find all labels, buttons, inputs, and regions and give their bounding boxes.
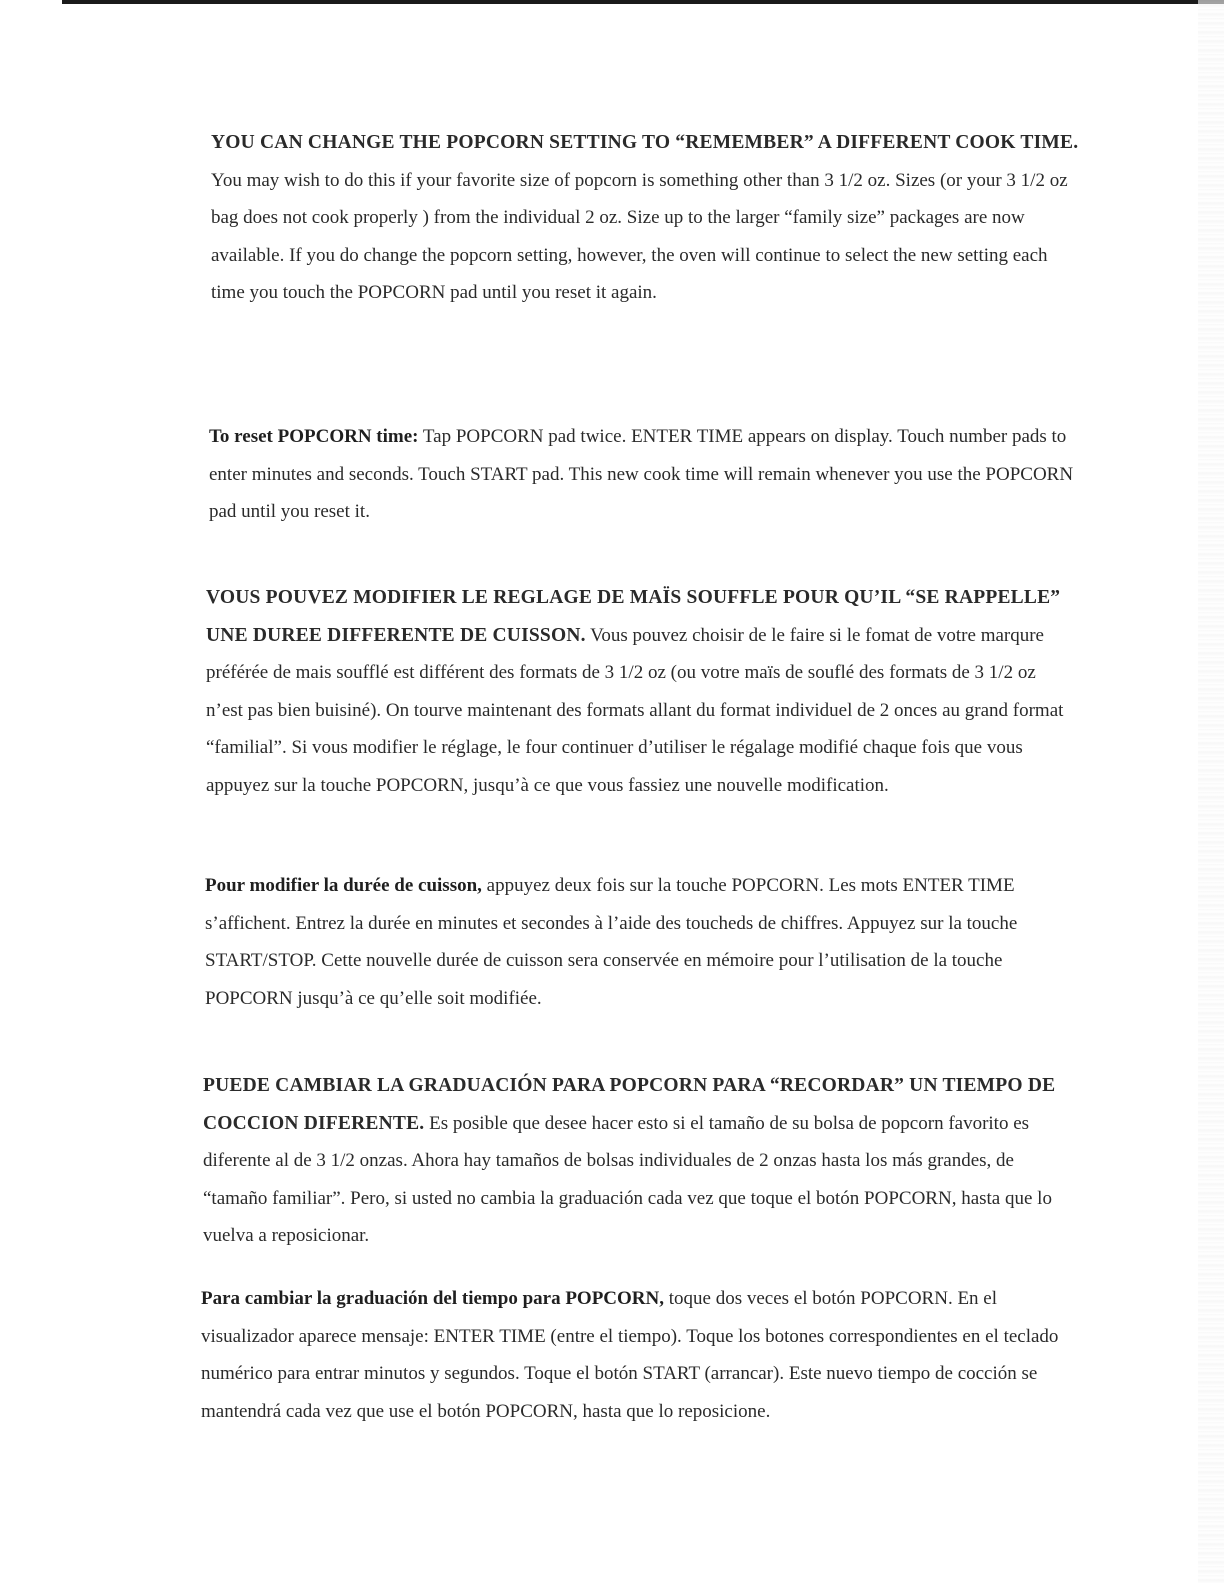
spanish-intro-paragraph	[203, 1067, 1073, 1255]
spanish-reset-paragraph	[201, 1280, 1071, 1430]
spanish-intro: Es posible que desee hacer esto si el tamaño de su bolsa de popcorn favorito es diferente al de 3 1/2 onzas. Ahora hay tamaños de bolsas individuales de 2 onzas hasta los más grandes, de “tamaño familiar”. Pero, si usted no cambia la graduación cada vez que toque el botón POPCORN, hasta que lo vuelva a reposicionar.	[203, 1112, 1052, 1246]
english-heading-section	[211, 124, 1081, 312]
french-intro-paragraph	[206, 579, 1076, 804]
top-rule	[62, 0, 1224, 4]
english-reset-paragraph	[209, 418, 1079, 531]
english-reset-section	[209, 418, 1079, 531]
french-reset-label: Pour modifier la durée de cuisson,	[205, 875, 482, 896]
spanish-heading: PUEDE CAMBIAR LA GRADUACIÓN PARA POPCORN PARA “RECORDAR” UN TIEMPO DE COCCION DIFERENTE.	[203, 1075, 1056, 1134]
scan-edge	[1198, 0, 1224, 1583]
french-intro: Vous pouvez choisir de le faire si le fomat de votre marqure préférée de mais soufflé est différent des formats de 3 1/2 oz (ou votre maïs de souflé des formats de 3 1/2 oz n’est pas bien buisiné). On tourve maintenant des formats allant du format individuel de 2 onces au grand format “familial”. Si vous modifier le réglage, le four continuer d’utiliser le régalage modifié chaque fois que vous appuyez sur la touche POPCORN, jusqu’à ce que vous fassiez une nouvelle modification.	[206, 624, 1064, 796]
spanish-reset-text: toque dos veces el botón POPCORN. En el visualizador aparece mensaje: ENTER TIME (entre el tiempo). Toque los botones correspondientes en el teclado numérico para entrar minutos y segundos. Toque el botón START (arrancar). Este nuevo tiempo de cocción se mantendrá cada vez que use el botón POPCORN, hasta que lo reposicione.	[201, 1288, 1059, 1422]
english-intro: You may wish to do this if your favorite size of popcorn is something other than 3 1/2 oz. Sizes (or your 3 1/2 oz bag does not cook properly ) from the individual 2 oz. Size up to the larger “family size” packages are now available. If you do change the popcorn setting, however, the oven will continue to select the new setting each time you touch the POPCORN pad until you reset it again.	[211, 169, 1068, 303]
french-reset-text: appuyez deux fois sur la touche POPCORN. Les mots ENTER TIME s’affichent. Entrez la durée en minutes et secondes à l’aide des toucheds de chiffres. Appuyez sur la touche START/STOP. Cette nouvelle durée de cuisson sera conservée en mémoire pour l’utilisation de la touche POPCORN jusqu’à ce qu’elle soit modifiée.	[205, 875, 1018, 1009]
french-reset-paragraph	[205, 867, 1075, 1017]
english-reset-text: Tap POPCORN pad twice. ENTER TIME appears on display. Touch number pads to enter minutes and seconds. Touch START pad. This new cook time will remain whenever you use the POPCORN pad until you reset it.	[209, 426, 1074, 522]
spanish-reset-section	[201, 1280, 1071, 1430]
french-heading: VOUS POUVEZ MODIFIER LE REGLAGE DE MAÏS SOUFFLE POUR QU’IL “SE RAPPELLE” UNE DUREE DIFFERENTE DE CUISSON.	[206, 587, 1061, 646]
english-reset-label: To reset POPCORN time:	[209, 426, 419, 447]
french-reset-section	[205, 867, 1075, 1017]
english-heading: YOU CAN CHANGE THE POPCORN SETTING TO “REMEMBER” A DIFFERENT COOK TIME.	[211, 132, 1079, 153]
spanish-section	[203, 1067, 1073, 1255]
french-section	[206, 579, 1076, 804]
spanish-reset-label: Para cambiar la graduación del tiempo para POPCORN,	[201, 1288, 665, 1309]
